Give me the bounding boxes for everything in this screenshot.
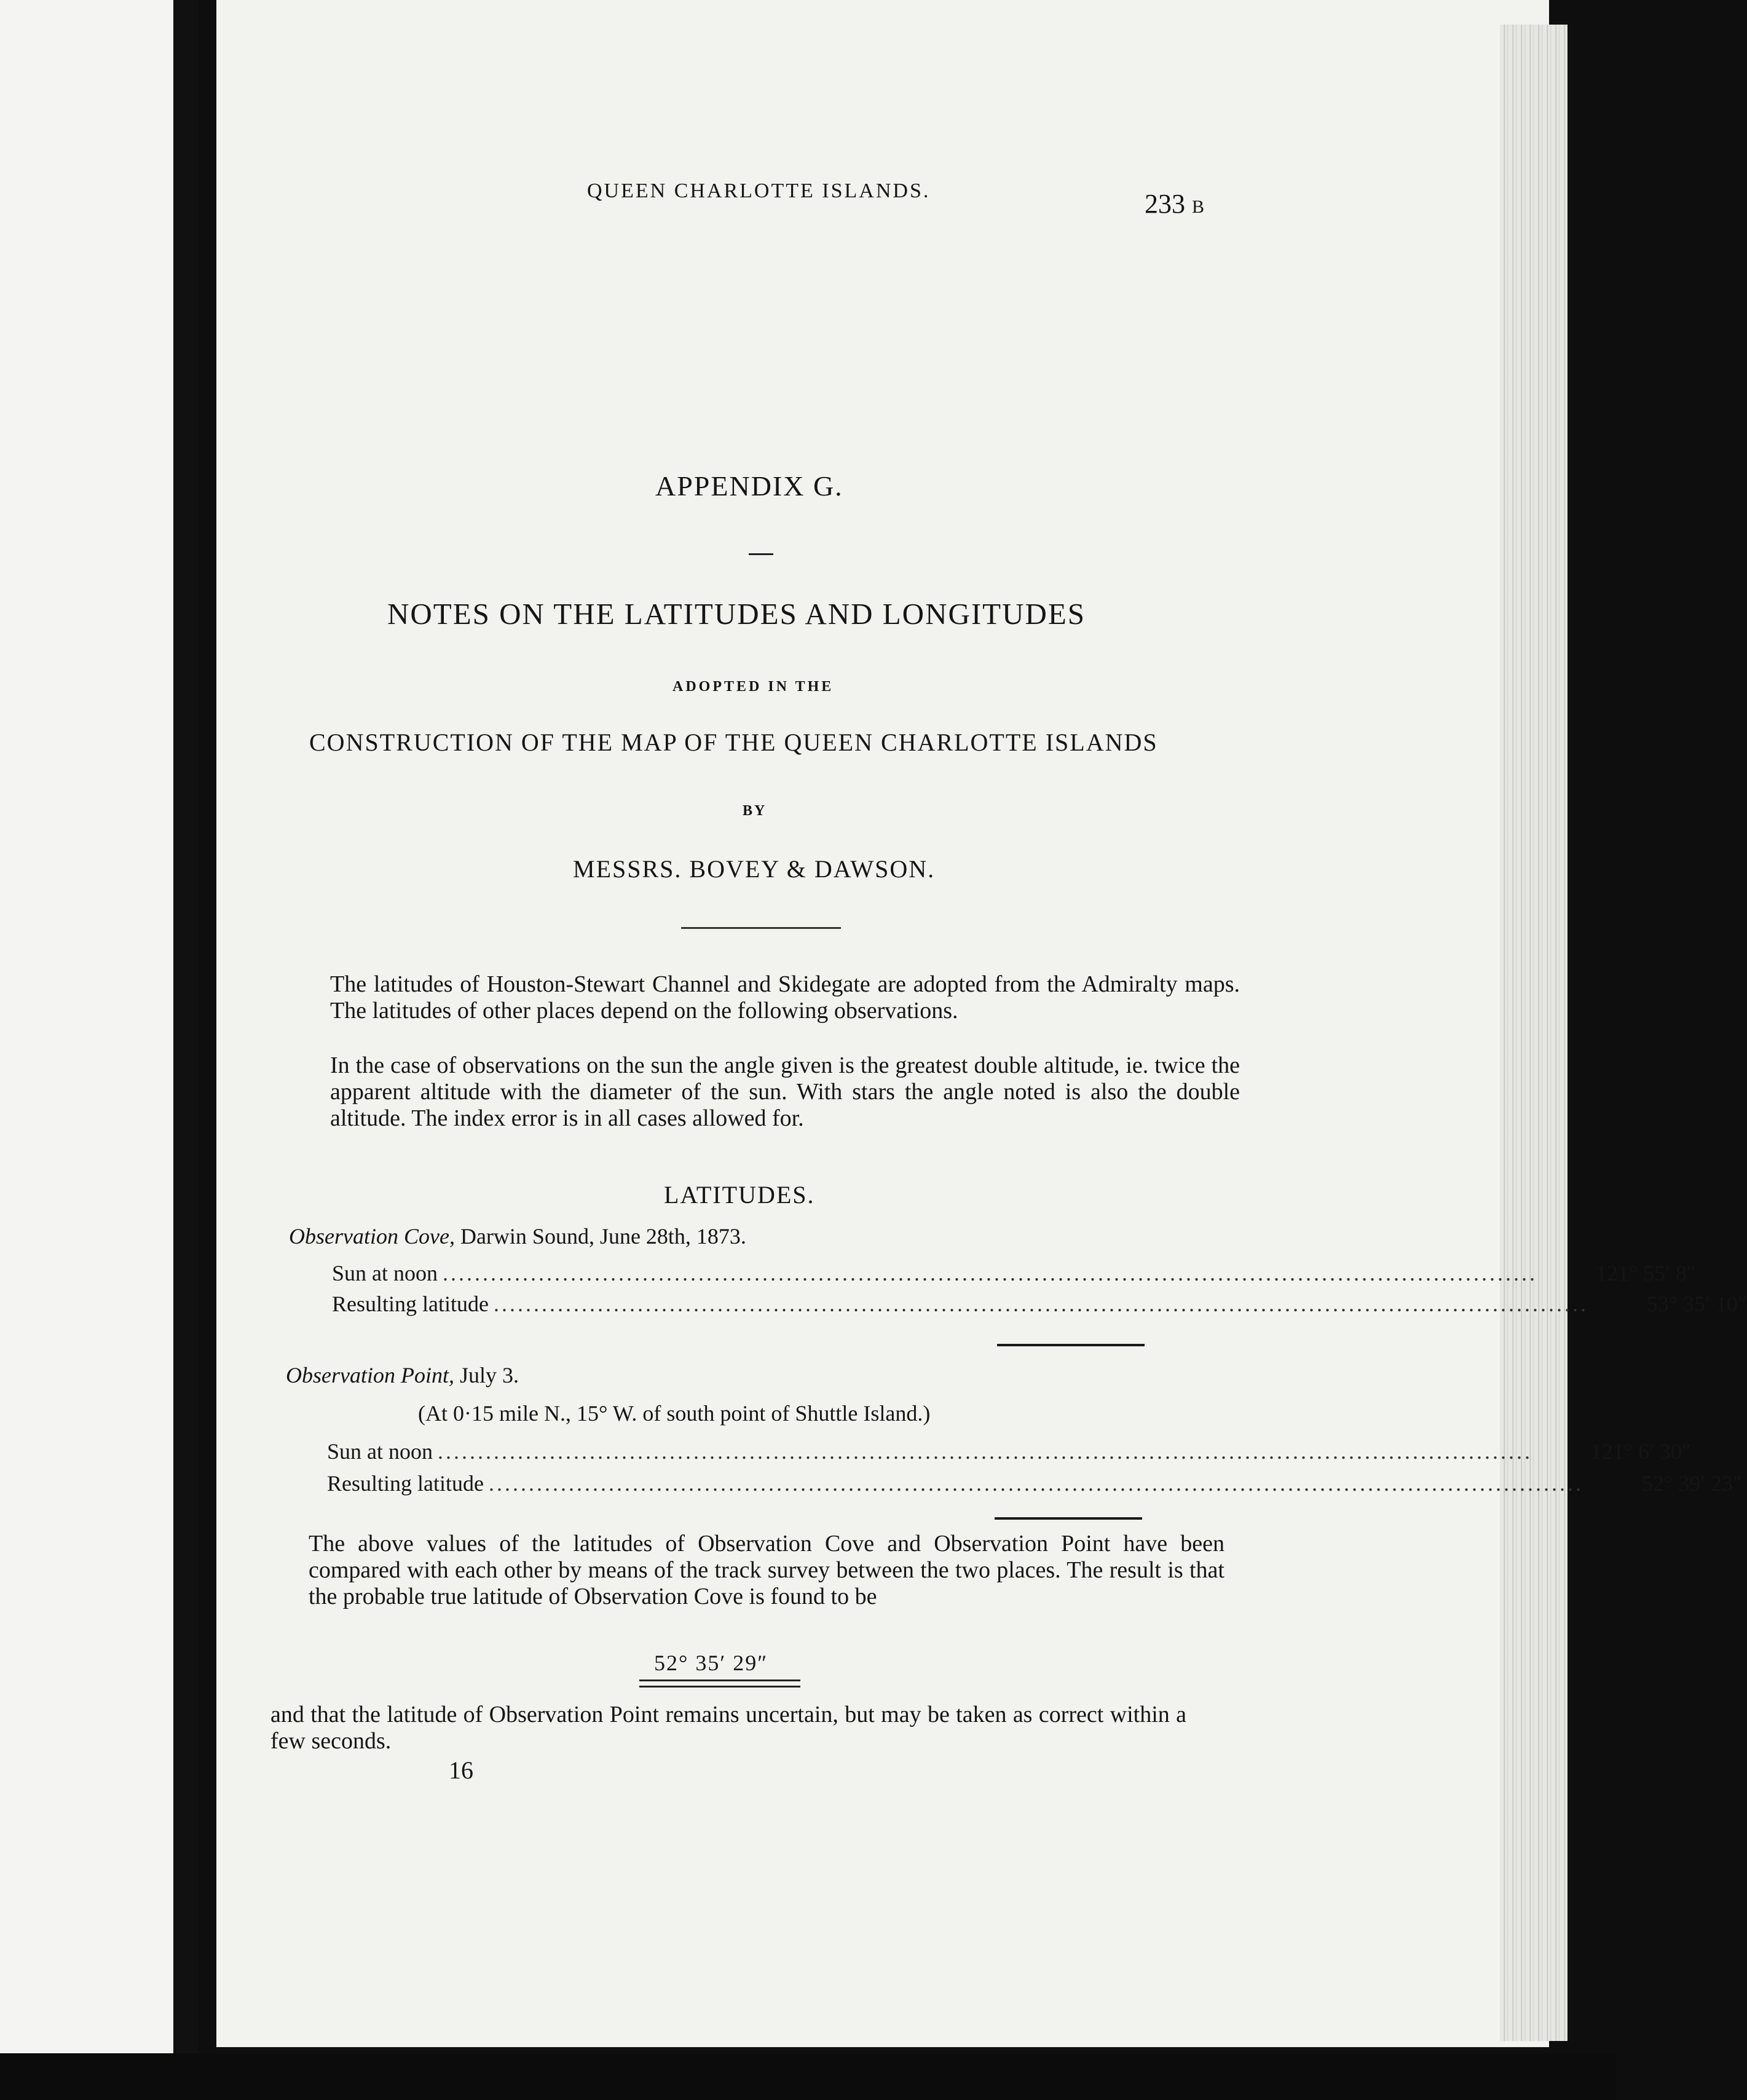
page-stack-edges [1500,25,1568,2041]
appendix-heading: APPENDIX G. [655,470,843,502]
authors: MESSRS. BOVEY & DAWSON. [573,855,936,883]
row-label: Resulting latitude [327,1471,484,1496]
row-value: 121° 6′ 30″ [1590,1439,1692,1464]
row-label: Sun at noon [327,1439,433,1464]
observation-point-detail: July 3. [454,1363,519,1388]
page-number-suffix: B [1192,197,1206,217]
facing-page-edge [0,0,178,2100]
title-rule [681,927,841,929]
leader-dots: ......................................................................................................................................... [488,1471,1583,1496]
binding-shadow [173,0,198,2100]
running-title: QUEEN CHARLOTTE ISLANDS. [587,180,931,202]
page-number [1145,188,1205,219]
observation-cove-detail: Darwin Sound, June 28th, 1873. [454,1224,746,1249]
row-value: 121° 55′ 8″ [1595,1261,1697,1285]
final-latitude: 52° 35′ 29″ [654,1651,768,1675]
row-label: Sun at noon [332,1261,438,1285]
paragraph-4: and that the latitude of Observation Point remains uncertain, but may be taken as correct within a few seconds. [270,1702,1186,1754]
construction-line: CONSTRUCTION OF THE MAP OF THE QUEEN CHARLOTTE ISLANDS [309,728,1158,756]
leader-dots: ......................................................................................................................................... [443,1261,1538,1285]
paragraph-2: In the case of observations on the sun the angle given is the greatest double altitude, ie. twice the apparent altitude with the diameter of the sun. With stars the angle noted is also the double altitude. The index error is in all cases allowed for. [330,1052,1240,1131]
observation-point-latitude-row [327,1470,1742,1496]
observation-point-name: Observation Point, [286,1363,454,1388]
leader-dots: ......................................................................................................................................... [493,1292,1588,1316]
observation-cove-heading [289,1223,746,1249]
observation-cove-name: Observation Cove, [289,1224,455,1249]
adopted-in-the: ADOPTED IN THE [672,679,834,695]
observation-point-sun-row [327,1439,1692,1464]
row-value: 53° 35′ 10″ [1646,1292,1747,1316]
paragraph-1: The latitudes of Houston-Stewart Channel and Skidegate are adopted from the Admiralty maps. The latitudes of other places depend on the following observations. [330,971,1240,1024]
observation-point-heading [286,1362,519,1388]
title-dash [749,553,773,555]
observation-cove-sun-row [332,1260,1697,1286]
signature-mark: 16 [449,1756,473,1784]
observation-point-note: (At 0·15 mile N., 15° W. of south point of Shuttle Island.) [418,1401,931,1426]
row-value: 52° 39′ 23″ [1641,1471,1742,1496]
page-number-value: 233 [1145,189,1185,219]
bottom-background [0,2053,1615,2100]
result-rule [997,1344,1145,1346]
by-line: BY [743,803,767,819]
final-latitude-rule [639,1686,800,1688]
row-label: Resulting latitude [332,1292,489,1316]
paragraph-3: The above values of the latitudes of Observation Cove and Observation Point have been compared with each other by means of the track survey between the two places. The result is that the probable true latitude of Observation Cove is found to be [309,1531,1224,1609]
section-heading-latitudes: LATITUDES. [664,1181,815,1209]
observation-cove-latitude-row [332,1291,1747,1317]
final-latitude-rule [639,1680,800,1681]
main-title: NOTES ON THE LATITUDES AND LONGITUDES [387,597,1086,631]
result-rule [995,1517,1142,1520]
leader-dots: ......................................................................................................................................... [438,1439,1533,1464]
